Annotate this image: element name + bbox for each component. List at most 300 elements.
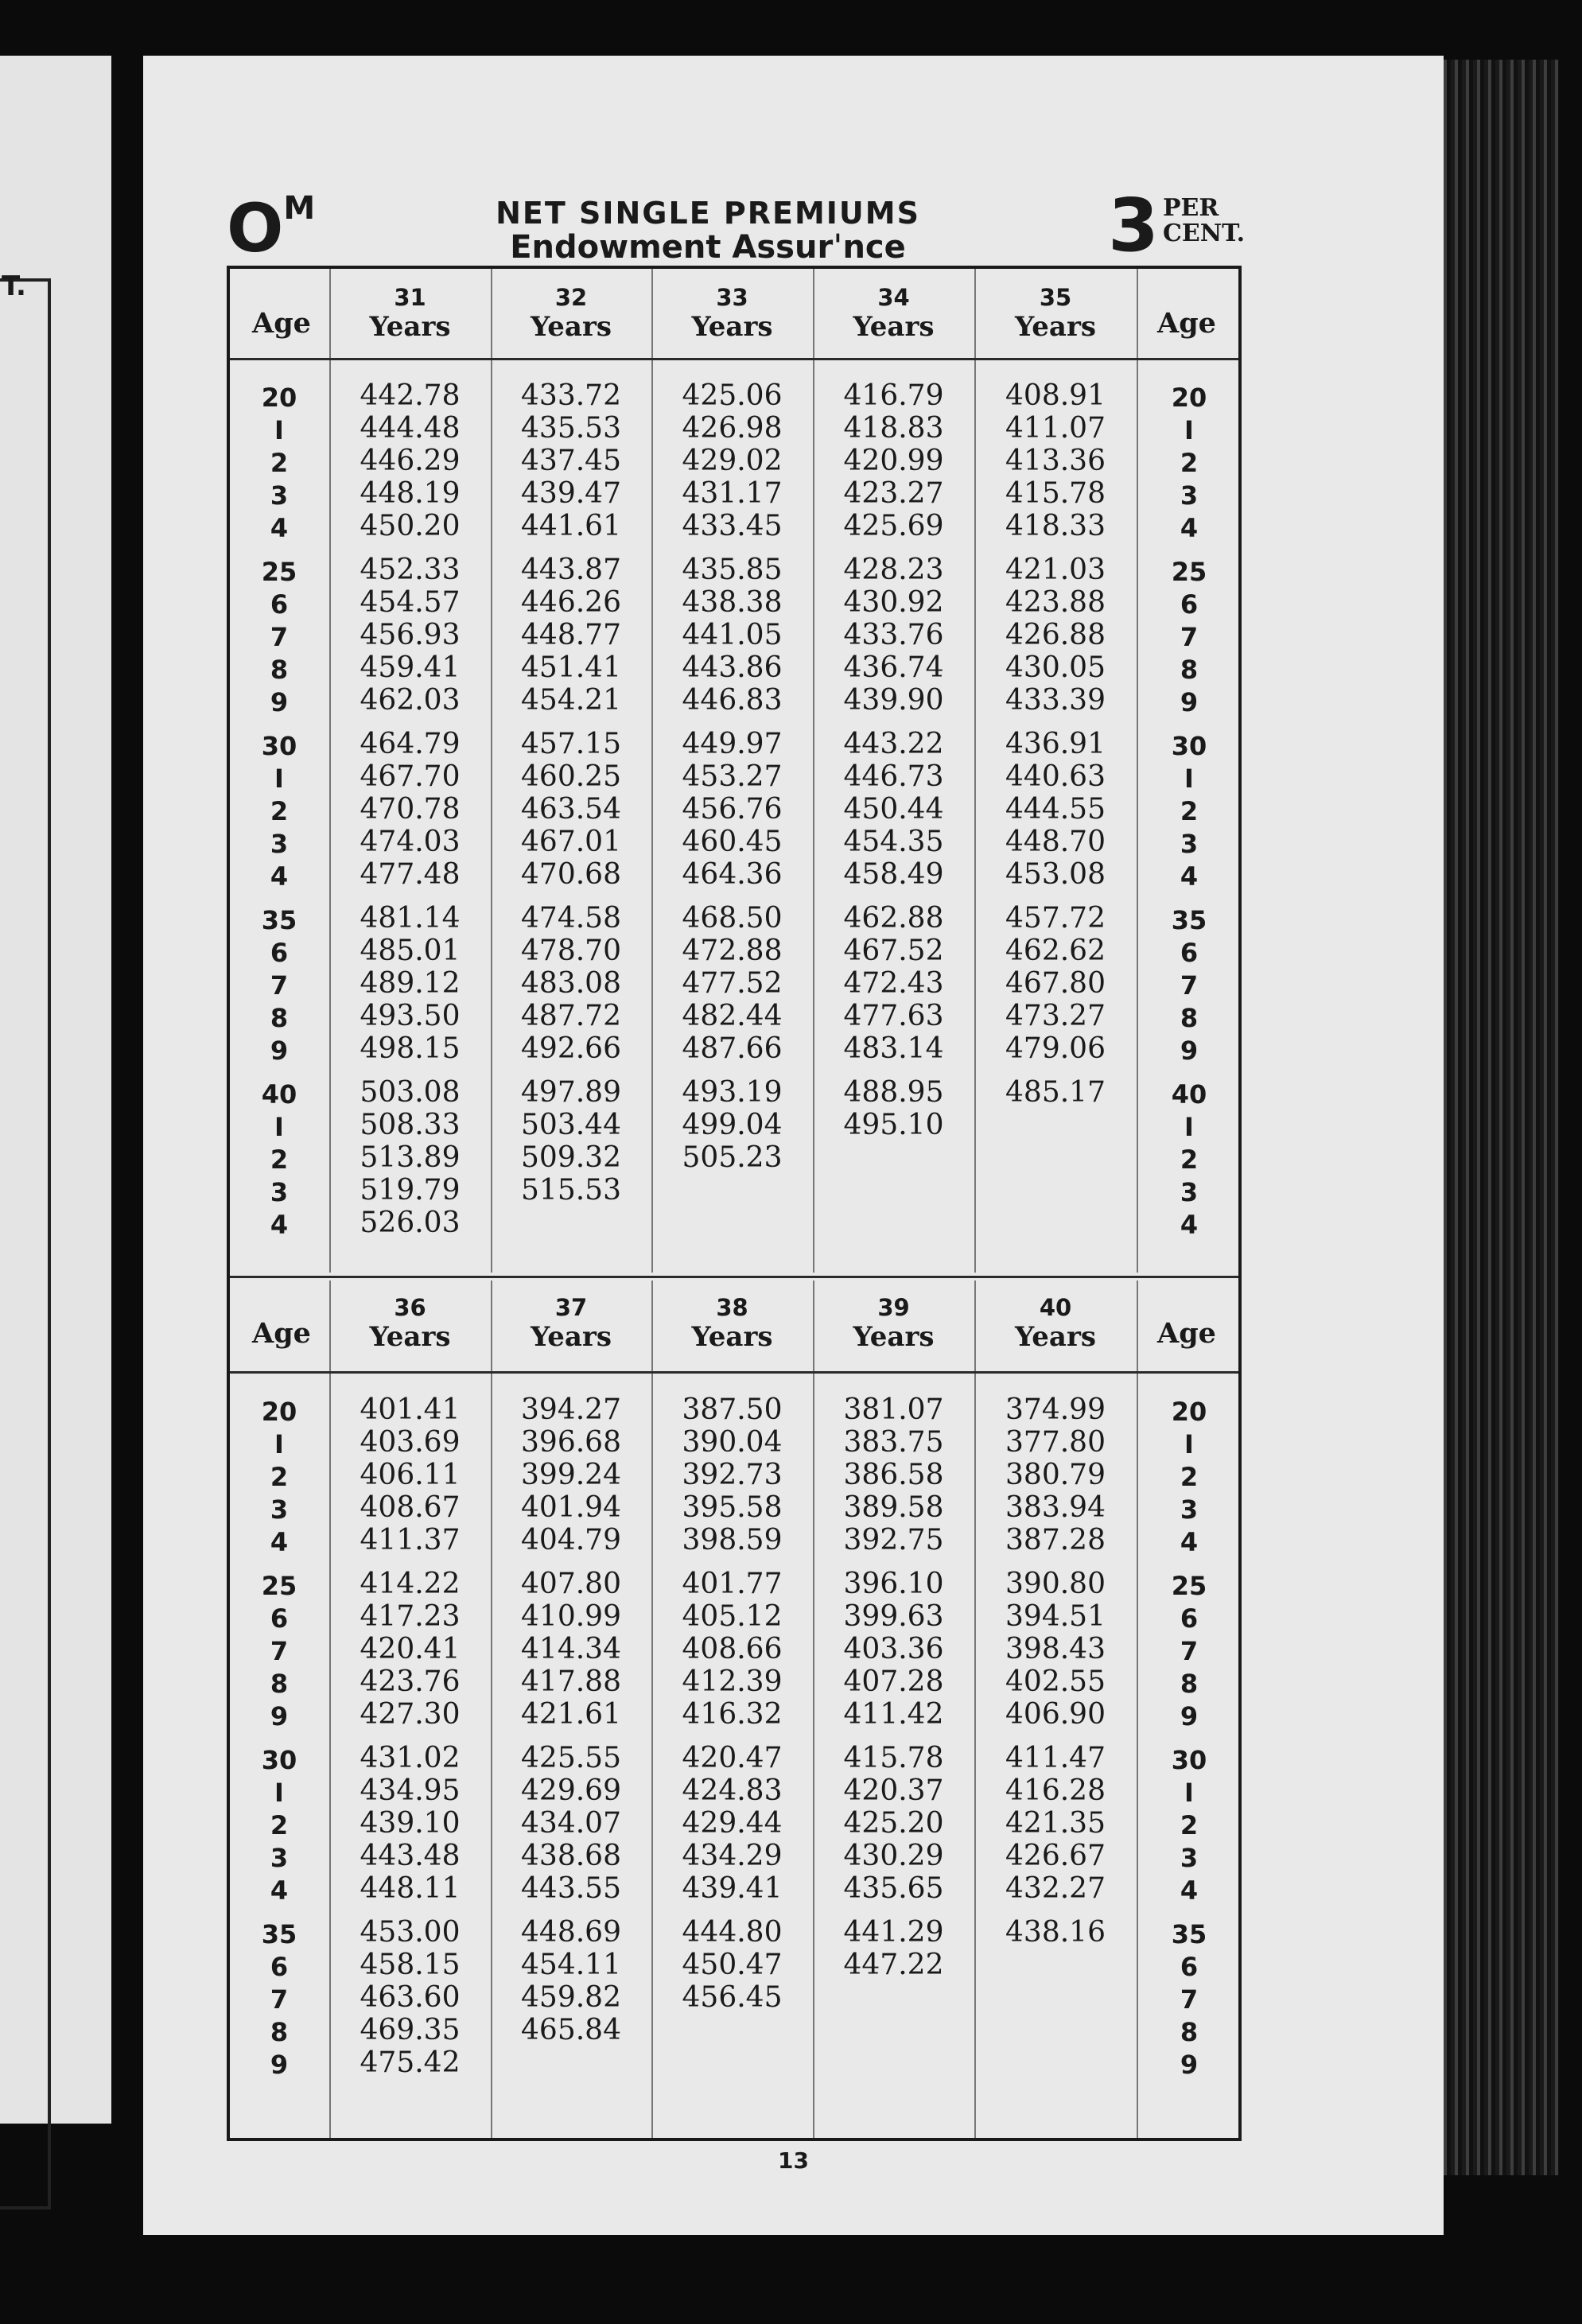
premium-value: 434.29	[682, 1840, 783, 1872]
premium-value: 495.10	[843, 1109, 944, 1141]
term-header	[974, 285, 1137, 344]
premium-value: 424.83	[682, 1774, 783, 1807]
term-years-label: Years	[1014, 311, 1097, 343]
premium-value: 435.85	[682, 554, 783, 586]
premium-value: 406.11	[360, 1459, 461, 1491]
premium-value: 421.03	[1005, 554, 1106, 586]
premium-value: 462.62	[1005, 935, 1106, 967]
premium-value: 415.78	[1005, 477, 1106, 510]
premium-value: 460.25	[521, 760, 621, 793]
premium-value: 462.03	[360, 684, 461, 717]
facing-page-fragment: T.	[2, 270, 26, 302]
term-header	[329, 285, 491, 344]
column-rule	[651, 269, 653, 1273]
age-label-right: 4	[1180, 1875, 1199, 1906]
premium-value: 398.59	[682, 1524, 783, 1556]
section-mark-letter: O	[227, 189, 284, 267]
premium-value: 407.28	[843, 1665, 944, 1698]
age-label-left: 40	[261, 1079, 297, 1110]
column-rule	[491, 269, 492, 1273]
age-label-left: 20	[261, 1397, 297, 1427]
age-label-right: 2	[1180, 796, 1199, 826]
term-header	[974, 1295, 1137, 1354]
premium-value: 439.41	[682, 1872, 783, 1905]
premium-value: 420.99	[843, 445, 944, 477]
premium-value: 427.30	[360, 1698, 461, 1731]
premium-value: 470.78	[360, 793, 461, 826]
age-label-right: 7	[1180, 970, 1199, 1001]
premium-value: 509.32	[521, 1141, 621, 1174]
premium-value: 433.76	[843, 619, 944, 651]
premium-value: 477.52	[682, 967, 783, 1000]
premium-value: 414.34	[521, 1633, 621, 1665]
column-rule	[1137, 269, 1138, 1273]
column-rule	[974, 269, 976, 1273]
premium-value: 408.66	[682, 1633, 783, 1665]
premium-value: 417.88	[521, 1665, 621, 1698]
premium-value: 392.75	[843, 1524, 944, 1556]
premium-value: 417.23	[360, 1600, 461, 1633]
premium-value: 442.78	[360, 379, 461, 412]
age-label-left: 25	[261, 1571, 297, 1601]
premium-value: 399.24	[521, 1459, 621, 1491]
age-label-right: 20	[1171, 383, 1207, 413]
age-label-right: 2	[1180, 1145, 1199, 1175]
term-years-number: 40	[1039, 1294, 1072, 1321]
premium-value: 380.79	[1005, 1459, 1106, 1491]
age-label-left: I	[274, 1112, 284, 1142]
premium-value: 408.67	[360, 1491, 461, 1524]
premium-value: 428.23	[843, 554, 944, 586]
premium-value: 383.75	[843, 1426, 944, 1459]
premium-value: 426.98	[682, 412, 783, 445]
premium-value: 456.45	[682, 1981, 783, 2014]
term-years-label: Years	[853, 1321, 935, 1353]
premium-value: 426.88	[1005, 619, 1106, 651]
age-label-right: 35	[1171, 905, 1207, 935]
term-years-number: 31	[394, 284, 426, 311]
premium-value: 408.91	[1005, 379, 1106, 412]
premium-value: 423.27	[843, 477, 944, 510]
premium-value: 441.05	[682, 619, 783, 651]
premium-value: 429.69	[521, 1774, 621, 1807]
premium-value: 430.92	[843, 586, 944, 619]
premium-value: 454.11	[521, 1949, 621, 1981]
age-label-right: 40	[1171, 1079, 1207, 1110]
premium-value: 440.63	[1005, 760, 1106, 793]
term-header	[651, 1295, 813, 1354]
premium-value: 412.39	[682, 1665, 783, 1698]
age-label-left: 9	[270, 1701, 289, 1731]
premium-value: 416.28	[1005, 1774, 1106, 1807]
age-label-right: 30	[1171, 1745, 1207, 1775]
age-label-left: 3	[270, 1843, 289, 1873]
premium-value: 444.48	[360, 412, 461, 445]
premium-value: 465.84	[521, 2014, 621, 2046]
age-label-right: I	[1184, 764, 1194, 794]
premium-value: 401.94	[521, 1491, 621, 1524]
premium-value: 497.89	[521, 1076, 621, 1109]
facing-page-frame	[0, 278, 51, 2209]
age-header: Age	[1157, 307, 1216, 340]
premium-value: 411.37	[360, 1524, 461, 1556]
premium-value: 505.23	[682, 1141, 783, 1174]
premium-value: 390.80	[1005, 1568, 1106, 1600]
premium-value: 443.55	[521, 1872, 621, 1905]
premium-value: 436.74	[843, 651, 944, 684]
premium-value: 418.83	[843, 412, 944, 445]
premium-value: 394.51	[1005, 1600, 1106, 1633]
premium-value: 387.28	[1005, 1524, 1106, 1556]
premium-value: 473.27	[1005, 1000, 1106, 1032]
age-label-left: 30	[261, 731, 297, 761]
premium-value: 399.63	[843, 1600, 944, 1633]
age-label-right: 2	[1180, 448, 1199, 478]
interest-rate-unit	[1163, 196, 1245, 247]
premium-value: 458.15	[360, 1949, 461, 1981]
premium-value: 487.72	[521, 1000, 621, 1032]
term-years-label: Years	[369, 1321, 451, 1353]
premium-value: 438.38	[682, 586, 783, 619]
premium-value: 446.83	[682, 684, 783, 717]
premium-value: 414.22	[360, 1568, 461, 1600]
age-label-right: I	[1184, 1429, 1194, 1459]
premium-value: 459.41	[360, 651, 461, 684]
age-label-left: 4	[270, 861, 289, 892]
premium-value: 474.03	[360, 826, 461, 858]
premium-value: 474.58	[521, 902, 621, 935]
table-section-rule	[230, 1276, 1238, 1278]
age-label-left: 2	[270, 1145, 289, 1175]
age-label-left: 2	[270, 1462, 289, 1492]
age-label-left: 6	[270, 1952, 289, 1982]
premium-value: 444.55	[1005, 793, 1106, 826]
age-label-left: 7	[270, 1984, 289, 2015]
premium-value: 437.45	[521, 445, 621, 477]
premium-value: 433.39	[1005, 684, 1106, 717]
premium-value: 498.15	[360, 1032, 461, 1065]
premium-value: 401.77	[682, 1568, 783, 1600]
age-label-left: I	[274, 1429, 284, 1459]
premium-value: 425.20	[843, 1807, 944, 1840]
premium-value: 425.55	[521, 1742, 621, 1774]
premium-value: 467.80	[1005, 967, 1106, 1000]
age-label-left: 4	[270, 513, 289, 543]
age-label-right: 9	[1180, 1036, 1199, 1066]
premium-value: 457.15	[521, 728, 621, 760]
premium-value: 402.55	[1005, 1665, 1106, 1698]
premium-value: 390.04	[682, 1426, 783, 1459]
premium-value: 430.05	[1005, 651, 1106, 684]
premium-value: 411.47	[1005, 1742, 1106, 1774]
premium-value: 464.79	[360, 728, 461, 760]
premium-value: 469.35	[360, 2014, 461, 2046]
age-label-right: 8	[1180, 1003, 1199, 1033]
age-label-left: 8	[270, 1003, 289, 1033]
premium-value: 481.14	[360, 902, 461, 935]
premium-value: 508.33	[360, 1109, 461, 1141]
premium-value: 416.32	[682, 1698, 783, 1731]
age-label-left: 3	[270, 1494, 289, 1525]
table-heading-rule	[230, 1371, 1238, 1374]
age-label-left: 35	[261, 905, 297, 935]
age-label-right: 6	[1180, 1603, 1199, 1634]
premium-value: 450.20	[360, 510, 461, 542]
age-label-right: 8	[1180, 1669, 1199, 1699]
premium-value: 433.45	[682, 510, 783, 542]
premium-value: 443.22	[843, 728, 944, 760]
age-label-left: 6	[270, 589, 289, 620]
premium-value: 415.78	[843, 1742, 944, 1774]
age-label-left: 2	[270, 448, 289, 478]
term-years-label: Years	[1014, 1321, 1097, 1353]
age-label-left: 3	[270, 1177, 289, 1207]
age-label-left: 30	[261, 1745, 297, 1775]
age-label-left: 25	[261, 557, 297, 587]
premium-value: 443.87	[521, 554, 621, 586]
premium-value: 456.93	[360, 619, 461, 651]
premium-value: 454.57	[360, 586, 461, 619]
premium-value: 421.35	[1005, 1807, 1106, 1840]
premium-value: 454.21	[521, 684, 621, 717]
column-rule	[974, 1281, 976, 2138]
premium-value: 430.29	[843, 1840, 944, 1872]
age-header: Age	[252, 1317, 311, 1350]
premium-value: 488.95	[843, 1076, 944, 1109]
age-label-left: 4	[270, 1527, 289, 1557]
page-title: NET SINGLE PREMIUMS	[496, 196, 920, 231]
age-label-left: 20	[261, 383, 297, 413]
premium-value: 449.97	[682, 728, 783, 760]
age-label-right: 9	[1180, 1701, 1199, 1731]
premium-value: 406.90	[1005, 1698, 1106, 1731]
term-years-label: Years	[530, 311, 612, 343]
age-label-left: 8	[270, 655, 289, 685]
column-rule	[813, 1281, 814, 2138]
premium-value: 462.88	[843, 902, 944, 935]
premium-value: 431.17	[682, 477, 783, 510]
age-label-right: 7	[1180, 622, 1199, 652]
premium-value: 423.88	[1005, 586, 1106, 619]
premium-value: 441.61	[521, 510, 621, 542]
premium-value: 485.17	[1005, 1076, 1106, 1109]
age-label-right: I	[1184, 415, 1194, 445]
term-years-number: 36	[394, 1294, 426, 1321]
term-years-number: 33	[716, 284, 748, 311]
premium-value: 413.36	[1005, 445, 1106, 477]
table-heading-rule	[230, 358, 1238, 360]
column-rule	[329, 1281, 331, 2138]
term-header	[813, 285, 974, 344]
premium-value: 401.41	[360, 1393, 461, 1426]
premium-value: 396.68	[521, 1426, 621, 1459]
premium-value: 448.69	[521, 1916, 621, 1949]
premium-value: 493.50	[360, 1000, 461, 1032]
premium-value: 426.67	[1005, 1840, 1106, 1872]
premium-value: 446.29	[360, 445, 461, 477]
premium-value: 431.02	[360, 1742, 461, 1774]
age-label-left: 4	[270, 1875, 289, 1906]
premium-value: 479.06	[1005, 1032, 1106, 1065]
premium-value: 464.36	[682, 858, 783, 891]
premium-value: 410.99	[521, 1600, 621, 1633]
age-label-left: 4	[270, 1210, 289, 1240]
age-label-right: 2	[1180, 1810, 1199, 1840]
premium-value: 482.44	[682, 1000, 783, 1032]
age-label-right: 3	[1180, 1177, 1199, 1207]
premium-value: 450.44	[843, 793, 944, 826]
term-years-number: 35	[1039, 284, 1072, 311]
premium-value: 468.50	[682, 902, 783, 935]
age-label-right: 7	[1180, 1984, 1199, 2015]
term-years-number: 34	[877, 284, 910, 311]
term-header	[813, 1295, 974, 1354]
premium-value: 416.79	[843, 379, 944, 412]
premium-value: 443.48	[360, 1840, 461, 1872]
term-header	[651, 285, 813, 344]
premium-value: 433.72	[521, 379, 621, 412]
term-header	[329, 1295, 491, 1354]
premium-value: 452.33	[360, 554, 461, 586]
section-mark	[227, 189, 315, 267]
premium-value: 389.58	[843, 1491, 944, 1524]
age-label-left: 2	[270, 1810, 289, 1840]
premium-value: 395.58	[682, 1491, 783, 1524]
age-label-left: 7	[270, 970, 289, 1001]
premium-value: 503.44	[521, 1109, 621, 1141]
age-label-left: 6	[270, 1603, 289, 1634]
age-label-right: 8	[1180, 655, 1199, 685]
premium-value: 448.19	[360, 477, 461, 510]
premium-value: 444.80	[682, 1916, 783, 1949]
age-label-right: 3	[1180, 480, 1199, 511]
page-number: 13	[778, 2147, 809, 2174]
age-label-right: 4	[1180, 1527, 1199, 1557]
premium-value: 383.94	[1005, 1491, 1106, 1524]
age-label-right: 9	[1180, 687, 1199, 717]
premium-value: 411.42	[843, 1698, 944, 1731]
premium-value: 477.63	[843, 1000, 944, 1032]
age-label-right: 8	[1180, 2017, 1199, 2047]
premium-value: 377.80	[1005, 1426, 1106, 1459]
age-label-right: 25	[1171, 557, 1207, 587]
term-years-number: 32	[554, 284, 588, 311]
term-years-label: Years	[691, 1321, 773, 1353]
age-label-left: 8	[270, 1669, 289, 1699]
age-label-left: 7	[270, 1636, 289, 1666]
term-years-number: 38	[716, 1294, 748, 1321]
premium-value: 411.07	[1005, 412, 1106, 445]
age-label-left: 9	[270, 2050, 289, 2080]
premium-value: 425.69	[843, 510, 944, 542]
premium-value: 418.33	[1005, 510, 1106, 542]
premium-value: 447.22	[843, 1949, 944, 1981]
age-label-left: 6	[270, 938, 289, 968]
premium-value: 448.70	[1005, 826, 1106, 858]
age-header: Age	[1157, 1317, 1216, 1350]
age-label-left: 9	[270, 687, 289, 717]
premium-value: 446.26	[521, 586, 621, 619]
premium-value: 458.49	[843, 858, 944, 891]
age-label-right: 6	[1180, 1952, 1199, 1982]
term-years-label: Years	[853, 311, 935, 343]
premium-value: 429.02	[682, 445, 783, 477]
premium-value: 453.27	[682, 760, 783, 793]
premium-value: 492.66	[521, 1032, 621, 1065]
age-label-right: 4	[1180, 861, 1199, 892]
age-label-left: 2	[270, 796, 289, 826]
premium-value: 483.14	[843, 1032, 944, 1065]
premium-value: 425.06	[682, 379, 783, 412]
premium-value: 436.91	[1005, 728, 1106, 760]
premium-value: 374.99	[1005, 1393, 1106, 1426]
age-label-right: 30	[1171, 731, 1207, 761]
age-label-right: 2	[1180, 1462, 1199, 1492]
premium-value: 386.58	[843, 1459, 944, 1491]
premium-value: 472.43	[843, 967, 944, 1000]
column-rule	[491, 1281, 492, 2138]
age-label-right: 7	[1180, 1636, 1199, 1666]
premium-value: 450.47	[682, 1949, 783, 1981]
premium-value: 503.08	[360, 1076, 461, 1109]
premium-value: 435.65	[843, 1872, 944, 1905]
term-years-label: Years	[691, 311, 773, 343]
premium-value: 467.52	[843, 935, 944, 967]
age-label-left: I	[274, 764, 284, 794]
premium-table	[227, 266, 1242, 2141]
premium-value: 443.86	[682, 651, 783, 684]
age-label-right: 20	[1171, 1397, 1207, 1427]
premium-value: 432.27	[1005, 1872, 1106, 1905]
premium-value: 456.76	[682, 793, 783, 826]
premium-value: 453.00	[360, 1916, 461, 1949]
premium-value: 485.01	[360, 935, 461, 967]
book-page	[143, 56, 1444, 2235]
premium-value: 499.04	[682, 1109, 783, 1141]
age-label-right: 4	[1180, 513, 1199, 543]
age-label-left: 3	[270, 829, 289, 859]
premium-value: 434.07	[521, 1807, 621, 1840]
age-label-left: I	[274, 415, 284, 445]
premium-value: 478.70	[521, 935, 621, 967]
premium-value: 441.29	[843, 1916, 944, 1949]
premium-value: 515.53	[521, 1174, 621, 1207]
premium-value: 438.16	[1005, 1916, 1106, 1949]
premium-value: 420.37	[843, 1774, 944, 1807]
term-years-label: Years	[530, 1321, 612, 1353]
premium-value: 472.88	[682, 935, 783, 967]
premium-value: 405.12	[682, 1600, 783, 1633]
age-label-left: 35	[261, 1919, 297, 1949]
premium-value: 421.61	[521, 1698, 621, 1731]
premium-value: 459.82	[521, 1981, 621, 2014]
age-header: Age	[252, 307, 311, 340]
age-label-left: 7	[270, 622, 289, 652]
premium-value: 420.41	[360, 1633, 461, 1665]
age-label-left: 9	[270, 1036, 289, 1066]
age-label-right: 9	[1180, 2050, 1199, 2080]
age-label-right: 3	[1180, 1494, 1199, 1525]
interest-rate: 3	[1108, 183, 1160, 268]
premium-value: 446.73	[843, 760, 944, 793]
rate-unit-per: PER	[1163, 194, 1219, 222]
age-label-left: 8	[270, 2017, 289, 2047]
term-years-number: 37	[554, 1294, 588, 1321]
term-header	[491, 285, 651, 344]
age-label-right: 25	[1171, 1571, 1207, 1601]
premium-value: 513.89	[360, 1141, 461, 1174]
page-subtitle: Endowment Assurˈnce	[510, 229, 906, 266]
